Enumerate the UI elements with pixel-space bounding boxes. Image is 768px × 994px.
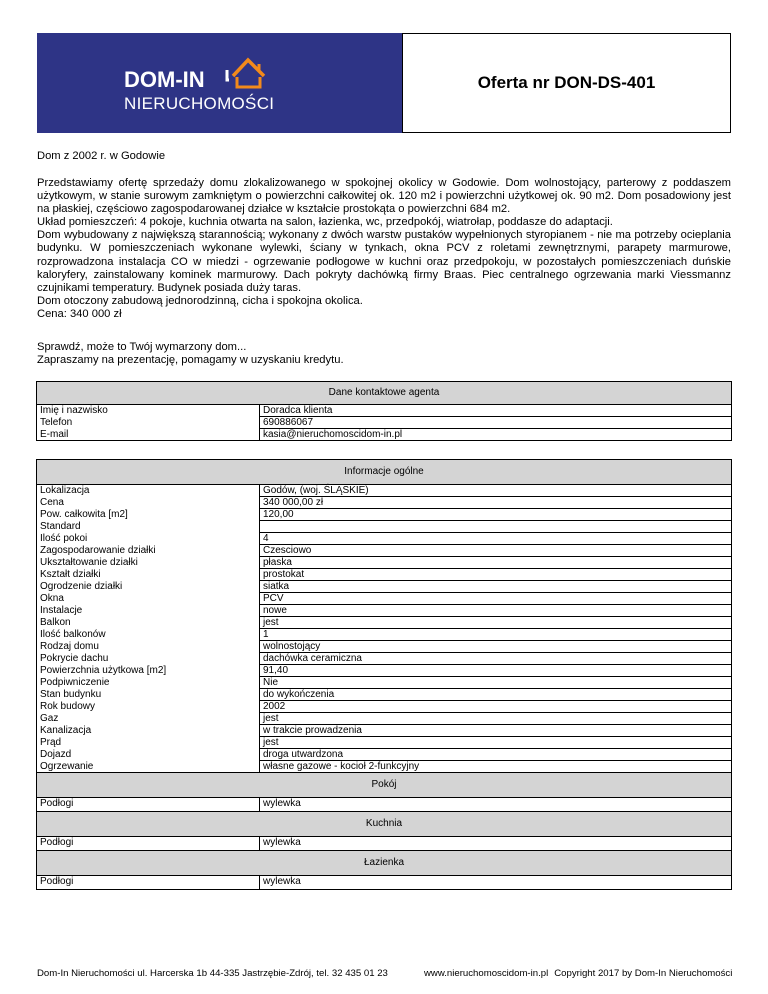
agent-phone-label: Telefon bbox=[37, 417, 260, 429]
row-label: Ilość balkonów bbox=[37, 629, 260, 641]
row-value: jest bbox=[260, 737, 732, 749]
table-row bbox=[37, 605, 732, 617]
row-label: Podłogi bbox=[37, 837, 260, 851]
table-row bbox=[37, 533, 732, 545]
footer bbox=[37, 968, 751, 979]
row-label: Rok budowy bbox=[37, 701, 260, 713]
table-row bbox=[37, 617, 732, 629]
row-value: nowe bbox=[260, 605, 732, 617]
row-label: Zagospodarowanie działki bbox=[37, 545, 260, 557]
row-value: dachówka ceramiczna bbox=[260, 653, 732, 665]
table-row bbox=[37, 557, 732, 569]
row-value: do wykończenia bbox=[260, 689, 732, 701]
row-label: Powierzchnia użytkowa [m2] bbox=[37, 665, 260, 677]
row-value: wolnostojący bbox=[260, 641, 732, 653]
agent-table bbox=[36, 381, 732, 441]
invite-line: Sprawdź, może to Twój wymarzony dom... bbox=[37, 341, 247, 353]
description-paragraph: Dom wybudowany z największą starannością; wykonany z dwóch warstw pustaków wypełnionych styropianem - nie ma potrzeby ocieplania budynku. W pomieszczeniach wykonane wylewki, ściany w tynkach, okna PCV z roletami zewnętrznymi, parapety marmurowe, rozprowadzona instalacja CO w miedzi - ogrzewanie podłogowe w kuchni oraz przedpokoju, w pozostałych pomieszczeniach duńskie kaloryfery, zainstalowany kominek marmurowy. Dach pokryty dachówką firmy Braas. Piec centralnego ogrzewania marki Viessmannz czujnikami temperatury. Budynek posiada duży taras. bbox=[37, 229, 731, 294]
intro-text: Dom z 2002 r. w Godowie bbox=[37, 150, 166, 162]
row-label: Pow. całkowita [m2] bbox=[37, 509, 260, 521]
footer-copyright: Copyright 2017 by Dom-In Nieruchomości bbox=[554, 968, 733, 979]
row-value: Nie bbox=[260, 677, 732, 689]
row-value bbox=[260, 521, 732, 533]
table-row bbox=[37, 497, 732, 509]
row-value: płaska bbox=[260, 557, 732, 569]
table-row bbox=[37, 569, 732, 581]
row-value: 91,40 bbox=[260, 665, 732, 677]
agent-name-value: Doradca klienta bbox=[260, 405, 732, 417]
footer-website: www.nieruchomoscidom-in.pl bbox=[424, 968, 549, 979]
row-label: Kształt działki bbox=[37, 569, 260, 581]
row-label: Ogrzewanie bbox=[37, 761, 260, 773]
description-paragraph: Cena: 340 000 zł bbox=[37, 307, 122, 320]
table-row bbox=[37, 701, 732, 713]
row-label: Podłogi bbox=[37, 876, 260, 890]
table-row bbox=[37, 509, 732, 521]
row-value: 2002 bbox=[260, 701, 732, 713]
row-value: 120,00 bbox=[260, 509, 732, 521]
description-paragraph: Przedstawiamy ofertę sprzedaży domu zlokalizowanego w spokojnej okolicy w Godowie. Dom wolnostojący, parterowy z poddaszem użytkowym, w stanie surowym zamkniętym o powierzchni całkowitej ok. 120 m2 i powierzchni użytkowej ok. 90 m2. Dom posadowiony jest na płaskiej, częściowo zagospodarowanej działce w kształcie prostokąta o powierzchni 684 m2. bbox=[37, 177, 731, 216]
row-label: Rodzaj domu bbox=[37, 641, 260, 653]
row-label: Podłogi bbox=[37, 798, 260, 812]
room-section-title: Kuchnia bbox=[37, 812, 732, 837]
table-row bbox=[37, 725, 732, 737]
row-label: Pokrycie dachu bbox=[37, 653, 260, 665]
invite bbox=[37, 341, 344, 367]
general-section-title: Informacje ogólne bbox=[37, 460, 732, 485]
invite-line: Zapraszamy na prezentację, pomagamy w uzyskaniu kredytu. bbox=[37, 354, 344, 367]
agent-email-label: E-mail bbox=[37, 429, 260, 441]
row-label: Dojazd bbox=[37, 749, 260, 761]
row-label: Stan budynku bbox=[37, 689, 260, 701]
offer-box bbox=[402, 33, 731, 133]
row-value: jest bbox=[260, 713, 732, 725]
row-label: Kanalizacja bbox=[37, 725, 260, 737]
room-section-title: Pokój bbox=[37, 773, 732, 798]
header bbox=[37, 33, 731, 133]
row-label: Prąd bbox=[37, 737, 260, 749]
footer-address: Dom-In Nieruchomości ul. Harcerska 1b 44-335 Jastrzębie-Zdrój, tel. 32 435 01 23 bbox=[37, 968, 388, 979]
row-value: wylewka bbox=[263, 798, 301, 809]
offer-title: Oferta nr DON-DS-401 bbox=[477, 73, 656, 92]
row-label: Okna bbox=[37, 593, 260, 605]
row-label: Ogrodzenie działki bbox=[37, 581, 260, 593]
row-value: 4 bbox=[260, 533, 732, 545]
table-row bbox=[37, 737, 732, 749]
row-value: 340 000,00 zł bbox=[260, 497, 732, 509]
description-paragraph: Układ pomieszczeń: 4 pokoje, kuchnia otwarta na salon, łazienka, wc, przedpokój, wiatrołap, poddasze do adaptacji. bbox=[37, 216, 613, 229]
logo-top-text: DOM-IN bbox=[124, 67, 205, 92]
company-logo bbox=[37, 33, 402, 133]
table-row bbox=[37, 677, 732, 689]
table-row bbox=[37, 665, 732, 677]
row-label: Lokalizacja bbox=[37, 485, 260, 497]
table-row bbox=[37, 798, 732, 812]
row-value: wylewka bbox=[263, 837, 301, 848]
row-label: Instalacje bbox=[37, 605, 260, 617]
table-row bbox=[37, 581, 732, 593]
agent-email-value: kasia@nieruchomoscidom-in.pl bbox=[263, 429, 403, 440]
house-logo-icon bbox=[37, 33, 402, 133]
agent-phone-value: 690886067 bbox=[260, 417, 732, 429]
row-value: Godów, (woj. ŚLĄSKIE) bbox=[260, 485, 732, 497]
description-paragraph: Dom otoczony zabudową jednorodzinną, cicha i spokojna okolica. bbox=[37, 294, 363, 307]
row-label: Standard bbox=[37, 521, 260, 533]
row-value: jest bbox=[260, 617, 732, 629]
row-value: droga utwardzona bbox=[260, 749, 732, 761]
table-row bbox=[37, 593, 732, 605]
row-value: wylewka bbox=[263, 876, 301, 887]
table-row bbox=[37, 653, 732, 665]
row-label: Balkon bbox=[37, 617, 260, 629]
row-value: Czesciowo bbox=[260, 545, 732, 557]
table-row bbox=[37, 629, 732, 641]
table-row bbox=[37, 689, 732, 701]
row-value: własne gazowe - kocioł 2-funkcyjny bbox=[260, 761, 732, 773]
table-row bbox=[37, 761, 732, 773]
row-value: PCV bbox=[260, 593, 732, 605]
row-value: prostokat bbox=[260, 569, 732, 581]
logo-bottom-text: NIERUCHOMOŚCI bbox=[124, 94, 275, 113]
row-value: 1 bbox=[260, 629, 732, 641]
general-info-table bbox=[36, 459, 732, 890]
row-label: Cena bbox=[37, 497, 260, 509]
row-label: Ilość pokoi bbox=[37, 533, 260, 545]
table-row bbox=[37, 641, 732, 653]
row-label: Gaz bbox=[37, 713, 260, 725]
description bbox=[37, 177, 731, 321]
table-row bbox=[37, 521, 732, 533]
table-row bbox=[37, 876, 732, 890]
row-value: siatka bbox=[260, 581, 732, 593]
row-value: w trakcie prowadzenia bbox=[260, 725, 732, 737]
table-row bbox=[37, 485, 732, 497]
table-row bbox=[37, 749, 732, 761]
table-row bbox=[37, 837, 732, 851]
row-label: Ukształtowanie działki bbox=[37, 557, 260, 569]
table-row bbox=[37, 545, 732, 557]
agent-name-label: Imię i nazwisko bbox=[37, 405, 260, 417]
table-row bbox=[37, 713, 732, 725]
agent-section-title: Dane kontaktowe agenta bbox=[37, 382, 732, 405]
room-section-title: Łazienka bbox=[37, 851, 732, 876]
row-label: Podpiwniczenie bbox=[37, 677, 260, 689]
